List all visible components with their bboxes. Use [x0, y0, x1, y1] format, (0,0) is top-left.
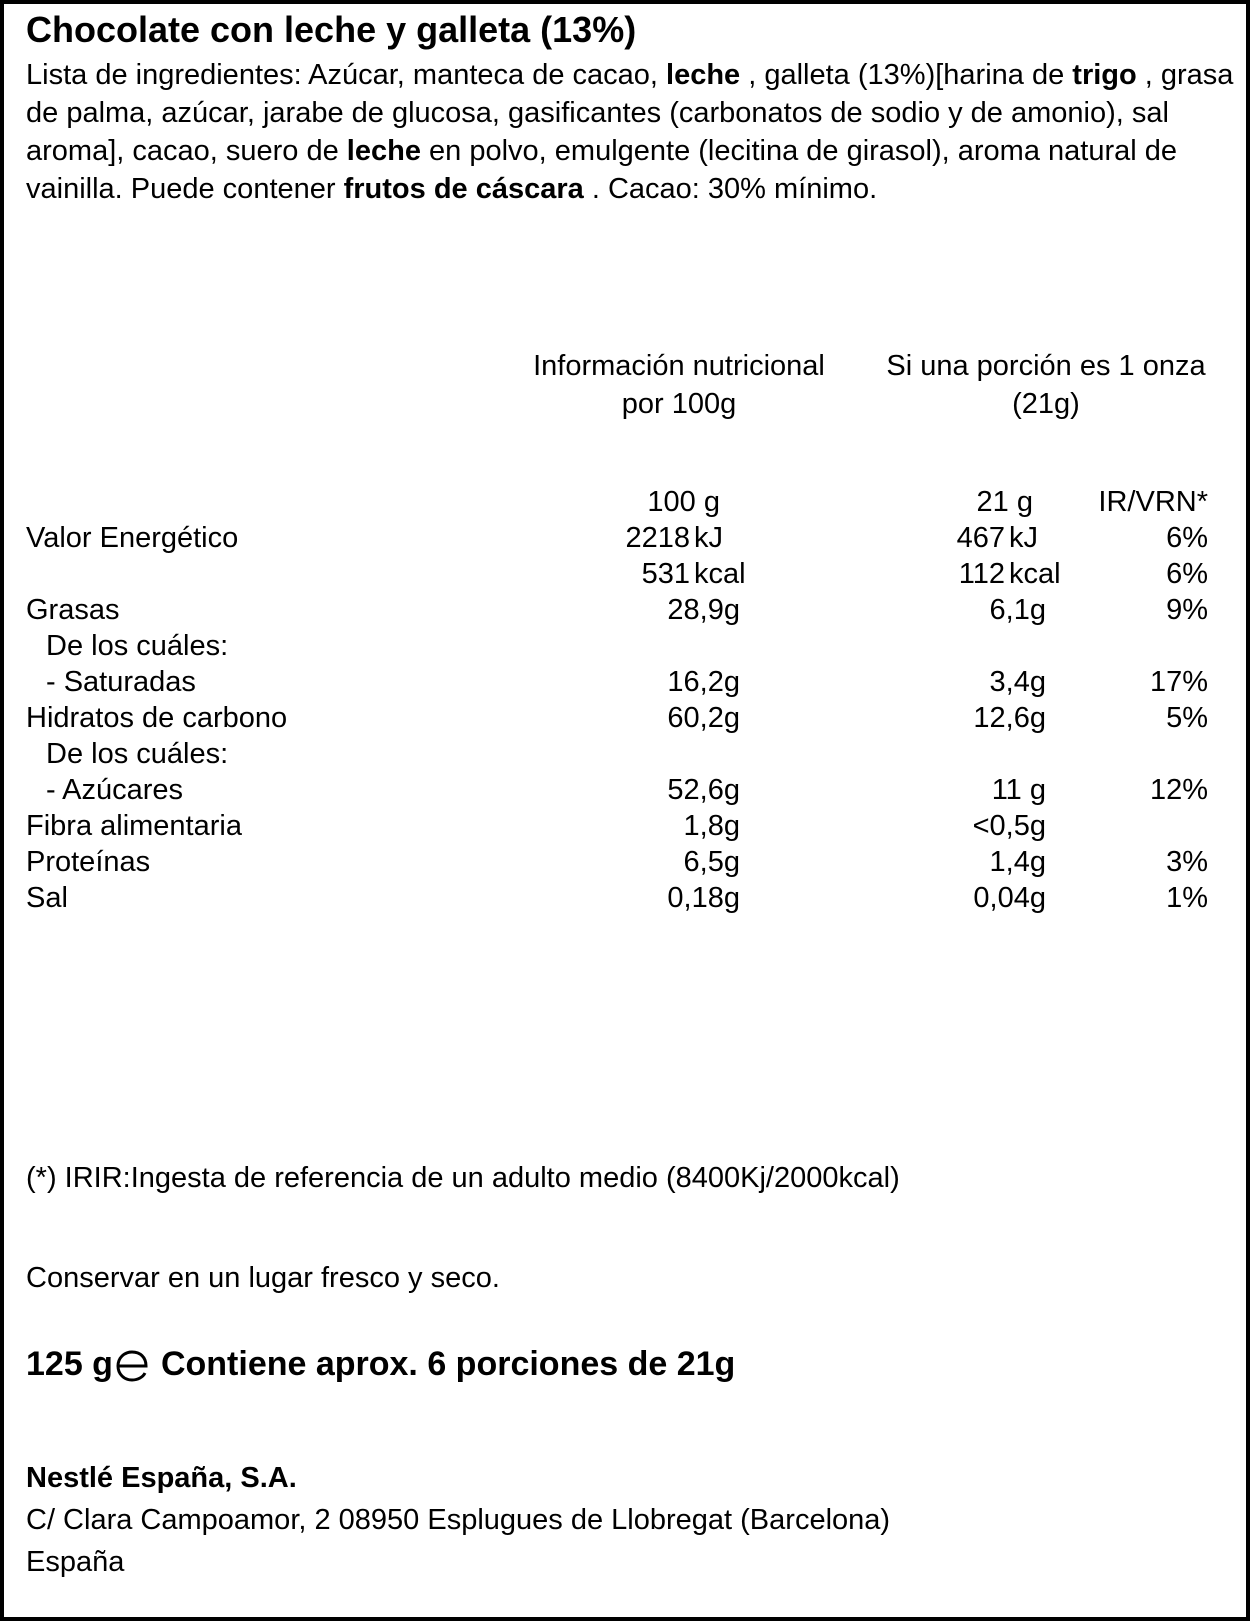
nutrient-row	[4, 844, 1246, 880]
nutrient-value-portion: 6,1g	[989, 594, 1046, 626]
nutrient-label: - Azúcares	[46, 774, 183, 806]
nutrient-row	[4, 700, 1246, 736]
header-line: por 100g	[621, 388, 737, 420]
net-weight-line	[26, 1342, 735, 1386]
nutrient-row	[4, 880, 1246, 916]
energy-kcal-portion: 112	[958, 558, 1005, 590]
label-sheet	[4, 4, 1246, 1617]
energy-kcal-portion-unit: kcal	[1009, 558, 1061, 590]
nutrient-value-100g: 28,9g	[667, 594, 740, 626]
portions-info: Contiene aprox. 6 porciones de 21g	[160, 1345, 736, 1383]
ingredients-part: en polvo, emulgente (lecitina de girasol), aroma natural de vainilla. Puede contener	[26, 135, 1178, 205]
nutrition-header-per-100g	[509, 347, 849, 423]
nutrient-value-100g: 6,5g	[683, 846, 740, 878]
nutrition-column-headers	[4, 484, 1246, 520]
nutrient-value-portion: <0,5g	[972, 810, 1046, 842]
allergen-milk: leche	[346, 135, 421, 167]
nutrient-row	[4, 736, 1246, 772]
ingredients-part: Lista de ingredientes: Azúcar, manteca de cacao,	[26, 59, 667, 91]
nutrient-value-ir: 1%	[1166, 882, 1208, 914]
nutrient-value-portion: 0,04g	[973, 882, 1046, 914]
nutrient-value-100g: 0,18g	[667, 882, 740, 914]
company-name: Nestlé España, S.A.	[26, 1462, 297, 1494]
ingredients-part: , grasa de palma, azúcar, jarabe de glucosa, gasificantes (carbonatos de sodio y de amonio), sal aroma], cacao, suero de	[26, 59, 1234, 167]
ingredients-part: . Cacao: 30% mínimo.	[583, 173, 878, 205]
nutrient-row	[4, 664, 1246, 700]
col-header-portion: 21 g	[976, 486, 1033, 518]
nutrient-label: Hidratos de carbono	[26, 702, 288, 734]
nutrient-value-ir: 17%	[1149, 666, 1208, 698]
estimated-sign-icon	[115, 1349, 149, 1383]
nutrient-value-100g: 16,2g	[667, 666, 740, 698]
nutrient-label: - Saturadas	[46, 666, 196, 698]
nutrient-value-100g: 52,6g	[667, 774, 740, 806]
product-title: Chocolate con leche y galleta (13%)	[26, 9, 637, 50]
nutrient-value-100g: 1,8g	[683, 810, 740, 842]
nutrient-label: Grasas	[26, 594, 120, 626]
nutrient-label: Sal	[26, 882, 68, 914]
energy-kj-100-unit: kJ	[694, 522, 723, 554]
nutrient-value-ir: 3%	[1166, 846, 1208, 878]
nutrient-value-ir: 5%	[1166, 702, 1208, 734]
nutrient-label: De los cuáles:	[46, 630, 229, 662]
nutrient-value-portion: 1,4g	[989, 846, 1046, 878]
energy-kj-100: 2218	[625, 522, 690, 554]
allergen-nuts: frutos de cáscara	[343, 173, 584, 205]
nutrient-label: Fibra alimentaria	[26, 810, 242, 842]
nutrient-value-portion: 3,4g	[989, 666, 1046, 698]
allergen-milk: leche	[666, 59, 741, 91]
company-country: España	[26, 1546, 125, 1578]
nutrient-value-portion: 11 g	[991, 774, 1046, 806]
energy-kj-row	[4, 520, 1246, 556]
allergen-wheat: trigo	[1072, 59, 1137, 91]
nutrient-label: De los cuáles:	[46, 738, 229, 770]
energy-label: Valor Energético	[26, 522, 239, 554]
energy-kcal-100-unit: kcal	[694, 558, 746, 590]
nutrient-value-100g: 60,2g	[667, 702, 740, 734]
nutrition-header-per-portion	[866, 347, 1226, 423]
nutrient-value-ir: 9%	[1166, 594, 1208, 626]
energy-kcal-ir: 6%	[1166, 558, 1208, 590]
col-header-100g: 100 g	[647, 486, 720, 518]
header-line: Si una porción es 1 onza	[886, 350, 1206, 382]
col-header-ir: IR/VRN*	[1098, 486, 1208, 518]
ingredients-text	[26, 56, 1236, 208]
header-line: Información nutricional	[533, 350, 825, 382]
footnote: (*) IRIR:Ingesta de referencia de un adulto medio (8400Kj/2000kcal)	[26, 1162, 900, 1194]
nutrient-value-portion: 12,6g	[973, 702, 1046, 734]
ingredients-part: , galleta (13%)[harina de	[740, 59, 1073, 91]
header-line: (21g)	[1012, 388, 1080, 420]
nutrient-row	[4, 592, 1246, 628]
nutrient-label: Proteínas	[26, 846, 151, 878]
energy-kj-ir: 6%	[1166, 522, 1208, 554]
nutrient-row	[4, 808, 1246, 844]
energy-kcal-row	[4, 556, 1246, 592]
energy-kj-portion-unit: kJ	[1009, 522, 1038, 554]
nutrient-value-ir: 12%	[1149, 774, 1208, 806]
nutrient-row	[4, 772, 1246, 808]
storage-instructions: Conservar en un lugar fresco y seco.	[26, 1262, 500, 1294]
net-weight: 125 g	[26, 1345, 113, 1383]
nutrient-row	[4, 628, 1246, 664]
company-address: C/ Clara Campoamor, 2 08950 Esplugues de Llobregat (Barcelona)	[26, 1504, 891, 1536]
energy-kcal-100: 531	[641, 558, 690, 590]
energy-kj-portion: 467	[956, 522, 1005, 554]
